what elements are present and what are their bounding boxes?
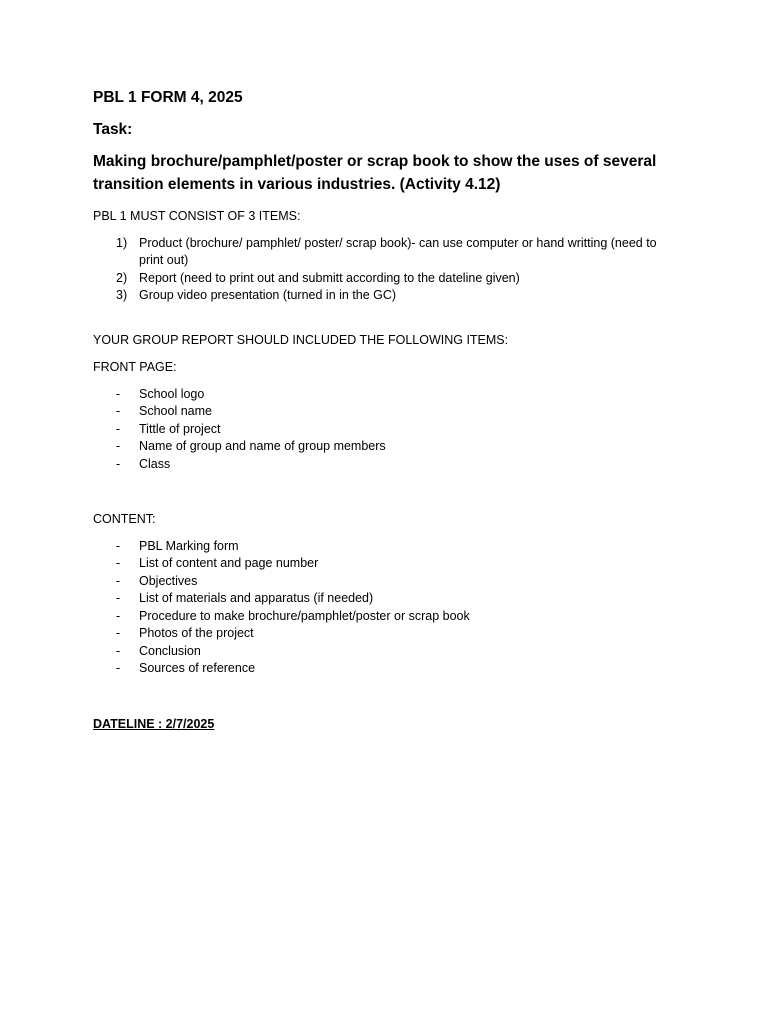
list-number: 3) xyxy=(116,288,128,302)
dash-bullet: - xyxy=(116,404,121,418)
dash-bullet: - xyxy=(116,626,121,640)
list-item xyxy=(93,287,683,305)
list-item-text: School logo xyxy=(139,386,205,401)
document-page xyxy=(93,86,683,733)
list-item xyxy=(93,270,683,288)
task-label: Task: xyxy=(93,121,133,138)
list-item xyxy=(93,403,683,421)
dash-bullet: - xyxy=(116,386,121,401)
front-page-list xyxy=(93,386,683,474)
dash-bullet: - xyxy=(116,573,121,588)
dash-bullet: - xyxy=(116,456,121,471)
list-item xyxy=(93,643,683,661)
dash-bullet: - xyxy=(116,661,121,675)
list-item-text: School name xyxy=(139,404,212,418)
list-item-text: Sources of reference xyxy=(139,661,256,675)
list-item-text: Photos of the project xyxy=(139,626,254,640)
list-item-text: Objectives xyxy=(139,573,198,588)
dash-bullet: - xyxy=(116,608,121,623)
list-item xyxy=(93,573,683,591)
dash-bullet: - xyxy=(116,556,121,570)
list-item xyxy=(93,625,683,643)
dash-bullet: - xyxy=(116,643,121,658)
list-item-text: Group video presentation (turned in in the GC) xyxy=(139,288,397,302)
list-item xyxy=(93,456,683,474)
list-number: 1) xyxy=(116,235,128,250)
list-item-text: Class xyxy=(139,456,171,471)
dash-bullet: - xyxy=(116,538,121,553)
list-item-text: Report (need to print out and submitt according to the dateline given) xyxy=(139,270,520,285)
report-label: YOUR GROUP REPORT SHOULD INCLUDED THE FOLLOWING ITEMS: xyxy=(93,332,509,347)
dash-bullet: - xyxy=(116,591,121,605)
list-item-text: Procedure to make brochure/pamphlet/poster or scrap book xyxy=(139,608,470,623)
content-label: CONTENT: xyxy=(93,512,156,526)
list-item xyxy=(93,538,683,556)
list-item-text: Name of group and name of group members xyxy=(139,439,386,453)
list-item xyxy=(93,555,683,573)
list-item-text: Tittle of project xyxy=(139,421,221,436)
list-item xyxy=(93,421,683,439)
list-item-text: Product (brochure/ pamphlet/ poster/ scrap book)- can use computer or hand writting (need to print out) xyxy=(139,235,657,267)
list-item xyxy=(93,438,683,456)
dateline: DATELINE : 2/7/2025 xyxy=(93,716,215,731)
list-item-text: PBL Marking form xyxy=(139,538,239,553)
document-title: PBL 1 FORM 4, 2025 xyxy=(93,89,243,106)
consist-label: PBL 1 MUST CONSIST OF 3 ITEMS: xyxy=(93,209,301,223)
list-item xyxy=(93,608,683,626)
list-number: 2) xyxy=(116,270,128,285)
front-page-label: FRONT PAGE: xyxy=(93,360,177,374)
task-heading: Making brochure/pamphlet/poster or scrap book to show the uses of several transition elements in various industries. (Activity 4.12) xyxy=(93,153,657,193)
required-items-list xyxy=(93,235,683,305)
list-item-text: List of content and page number xyxy=(139,556,319,570)
list-item xyxy=(93,386,683,404)
dash-bullet: - xyxy=(116,421,121,436)
list-item xyxy=(93,235,683,270)
list-item-text: Conclusion xyxy=(139,643,201,658)
list-item xyxy=(93,660,683,678)
list-item-text: List of materials and apparatus (if needed) xyxy=(139,591,374,605)
list-item xyxy=(93,590,683,608)
content-list xyxy=(93,538,683,678)
dash-bullet: - xyxy=(116,439,121,453)
